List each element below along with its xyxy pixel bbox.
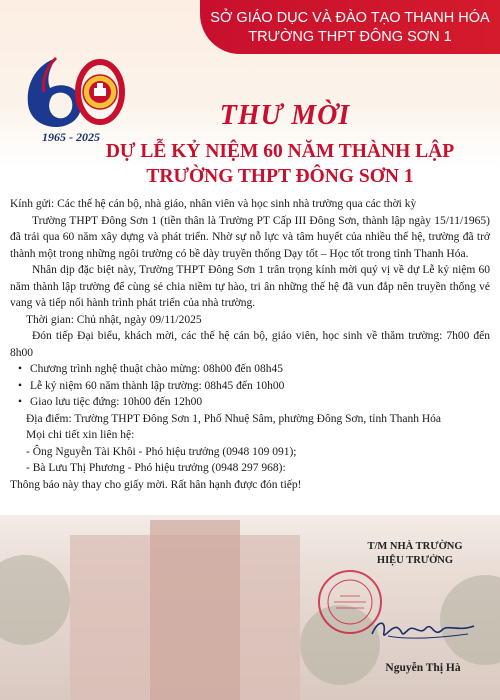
school-name: TRƯỜNG THPT ĐÔNG SƠN 1 xyxy=(248,29,452,45)
invitation-paragraph: Nhân dịp đặc biệt này, Trường THPT Đông Sơn 1 trân trọng kính mời quý vị về dự Lễ kỷ niệm 60 năm thành lập trường để cùng sẻ chia niềm tự hào, tri ân những thế hệ đã vun đắp nên truyền thống vẻ vang và tiếp nối hành trình phát triển của nhà trường. xyxy=(10,264,490,309)
department-name: SỞ GIÁO DỤC VÀ ĐÀO TẠO THANH HÓA xyxy=(210,10,490,26)
event-time: Thời gian: Chủ nhật, ngày 09/11/2025 xyxy=(26,313,202,326)
tree xyxy=(0,555,70,645)
contact-intro: Mọi chi tiết xin liên hệ: xyxy=(26,429,135,441)
closing-line: Thông báo này thay cho giấy mời. Rất hân hạnh được đón tiếp! xyxy=(10,478,302,491)
schedule-list xyxy=(10,361,490,411)
signature-block xyxy=(345,540,485,568)
contact-item: - Bà Lưu Thị Phương - Phó hiệu trưởng (0948 297 968): xyxy=(26,462,286,474)
position-label: HIỆU TRƯỞNG xyxy=(376,555,454,566)
on-behalf-label: T/M NHÀ TRƯỜNG xyxy=(367,541,463,552)
signer-name: Nguyễn Thị Hà xyxy=(385,662,461,674)
anniversary-60-logo xyxy=(18,52,128,130)
handwritten-signature xyxy=(368,614,478,644)
schedule-item: • Lễ kỷ niệm 60 năm thành lập trường: 08h45 đến 10h00 xyxy=(10,378,490,395)
contact-item: - Ông Nguyễn Tài Khôi - Phó hiệu trưởng (0948 109 091); xyxy=(26,445,297,458)
letter-body xyxy=(10,196,490,493)
event-title-line1: DỰ LỄ KỶ NIỆM 60 NĂM THÀNH LẬP xyxy=(105,141,455,162)
anniversary-years: 1965 - 2025 xyxy=(42,130,100,144)
invitation-title: THƯ MỜI xyxy=(219,100,351,131)
school-building-tower xyxy=(150,520,240,700)
event-title-line2: TRƯỜNG THPT ĐÔNG SƠN 1 xyxy=(146,166,414,187)
schedule-item: • Giao lưu tiệc đứng: 10h00 đến 12h00 xyxy=(10,394,490,411)
event-location: Địa điểm: Trường THPT Đông Sơn 1, Phố Nhuệ Sâm, phường Đông Sơn, tỉnh Thanh Hóa xyxy=(26,412,442,425)
history-paragraph: Trường THPT Đông Sơn 1 (tiền thân là Trường PT Cấp III Đông Sơn, thành lập ngày 15/11/1965) đã trải qua 60 năm xây dựng và phát triển. Nhờ sự nỗ lực và tâm huyết của nhiều thế hệ, trường đã trở thành một trong những ngôi trường có bề dày truyền thống Dạy tốt – Học tốt trong tỉnh Thanh Hóa. xyxy=(10,214,490,260)
welcome-info: Đón tiếp Đại biểu, khách mời, các thế hệ cán bộ, giáo viên, học sinh về thăm trường: 7h00 đến 8h00 xyxy=(10,330,490,359)
schedule-item: • Chương trình nghệ thuật chào mừng: 08h00 đến 08h45 xyxy=(10,361,490,378)
greeting: Kính gửi: Các thế hệ cán bộ, nhà giáo, nhân viên và học sinh nhà trường qua các thời kỳ xyxy=(10,198,417,210)
